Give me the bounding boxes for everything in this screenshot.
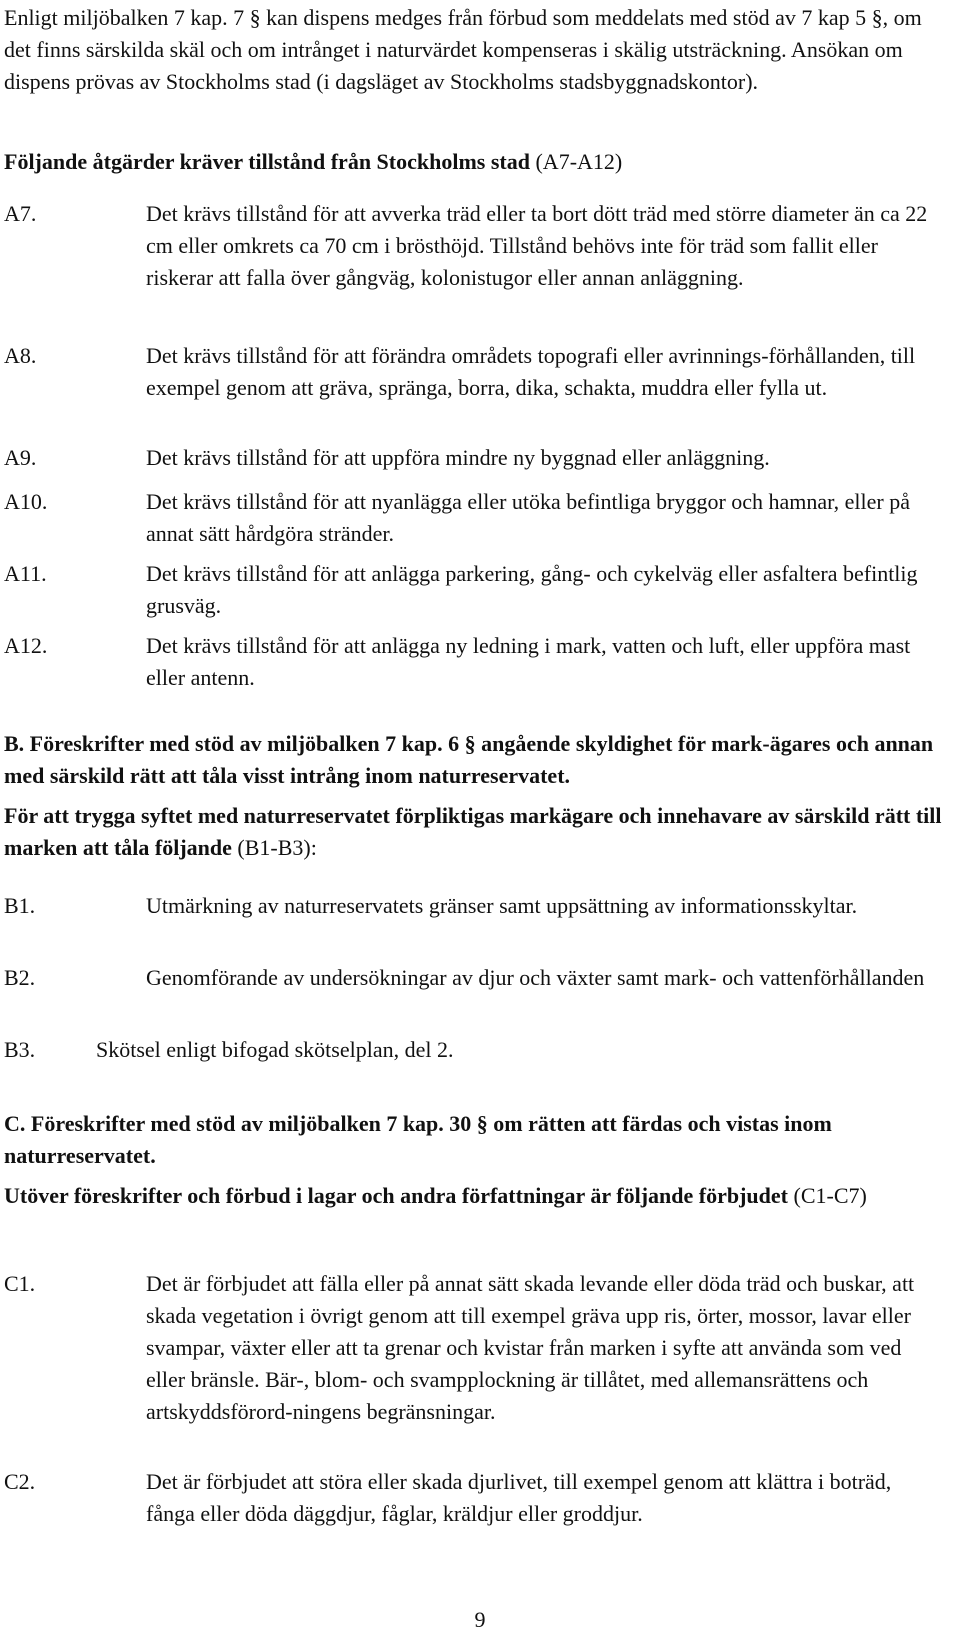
item-label: A7. xyxy=(4,201,37,226)
item-text: Utmärkning av naturreservatets gränser samt uppsättning av informationsskyltar. xyxy=(146,893,858,918)
item-text: Det krävs tillstånd för att nyanlägga eller utöka befintliga bryggor och hamnar, eller på annat sätt hårdgöra stränder. xyxy=(146,489,910,546)
item-label: B2. xyxy=(4,965,36,990)
section-b-subheading-range: (B1-B3): xyxy=(231,835,317,860)
item-text: Det krävs tillstånd för att anlägga ny ledning i mark, vatten och luft, eller uppföra mast eller antenn. xyxy=(146,633,911,690)
item-label: A12. xyxy=(4,633,48,658)
section-b-heading: B. Föreskrifter med stöd av miljöbalken 7 kap. 6 § angående skyldighet för mark-ägares och annan med särskild rätt att tåla visst intrång inom naturreservatet. xyxy=(4,731,934,788)
page-number: 9 xyxy=(474,1607,486,1632)
item-text: Det är förbjudet att fälla eller på annat sätt skada levande eller döda träd och buskar, att skada vegetation i övrigt genom att till exempel gräva upp ris, örter, mossor, lavar eller svampar, växter eller att ta grenar och kvistar från marken i syfte att använda som ved eller bränsle. Bär-, blom- och svampplockning är tillåtet, med allemansrättens och artskyddsförord-ningens begränsningar. xyxy=(146,1271,915,1424)
section-c-subheading-range: (C1-C7) xyxy=(788,1183,867,1208)
section-b-subheading xyxy=(4,800,944,864)
intro-paragraph: Enligt miljöbalken 7 kap. 7 § kan dispens medges från förbud som meddelats med stöd av 7 kap 5 §, om det finns särskilda skäl och om intrånget i naturvärdet kompenseras i skälig utsträckning. Ansökan om dispens prövas av Stockholms stad (i dagsläget av Stockholms stadsbyggnadskontor). xyxy=(4,5,922,94)
item-label: A10. xyxy=(4,489,48,514)
item-label: C1. xyxy=(4,1271,36,1296)
section-a-heading xyxy=(4,146,944,178)
item-text: Genomförande av undersökningar av djur och växter samt mark- och vattenförhållanden xyxy=(146,965,925,990)
item-label: A9. xyxy=(4,445,37,470)
section-c-heading: C. Föreskrifter med stöd av miljöbalken 7 kap. 30 § om rätten att färdas och vistas inom naturreservatet. xyxy=(4,1111,832,1168)
item-text: Det krävs tillstånd för att uppföra mindre ny byggnad eller anläggning. xyxy=(146,445,770,470)
item-text: Det krävs tillstånd för att avverka träd eller ta bort dött träd med större diameter än ca 22 cm eller omkrets ca 70 cm i brösthöjd. Tillstånd behövs inte för träd som fallit eller riskerar att falla över gångväg, kolonistugor eller annan anläggning. xyxy=(146,201,928,290)
section-c-subheading-bold: Utöver föreskrifter och förbud i lagar och andra författningar är följande förbjudet xyxy=(4,1183,788,1208)
item-text: Det krävs tillstånd för att förändra områdets topografi eller avrinnings-förhållanden, till exempel genom att gräva, spränga, borra, dika, schakta, muddra eller fylla ut. xyxy=(146,343,916,400)
item-label: B3. xyxy=(4,1037,36,1062)
item-label: B1. xyxy=(4,893,36,918)
item-label: C2. xyxy=(4,1469,36,1494)
item-label: A8. xyxy=(4,343,37,368)
item-text: Skötsel enligt bifogad skötselplan, del 2. xyxy=(96,1037,454,1062)
section-a-heading-range: (A7-A12) xyxy=(529,149,623,174)
section-b-subheading-bold: För att trygga syftet med naturreservatet förpliktigas markägare och innehavare av särskild rätt till marken att tåla följande xyxy=(4,803,942,860)
item-label: A11. xyxy=(4,561,47,586)
item-text: Det är förbjudet att störa eller skada djurlivet, till exempel genom att klättra i boträd, fånga eller döda däggdjur, fåglar, kräldjur eller groddjur. xyxy=(146,1469,892,1526)
section-c-subheading xyxy=(4,1180,944,1212)
item-text: Det krävs tillstånd för att anlägga parkering, gång- och cykelväg eller asfaltera befintlig grusväg. xyxy=(146,561,918,618)
section-a-heading-bold: Följande åtgärder kräver tillstånd från Stockholms stad xyxy=(4,149,530,174)
